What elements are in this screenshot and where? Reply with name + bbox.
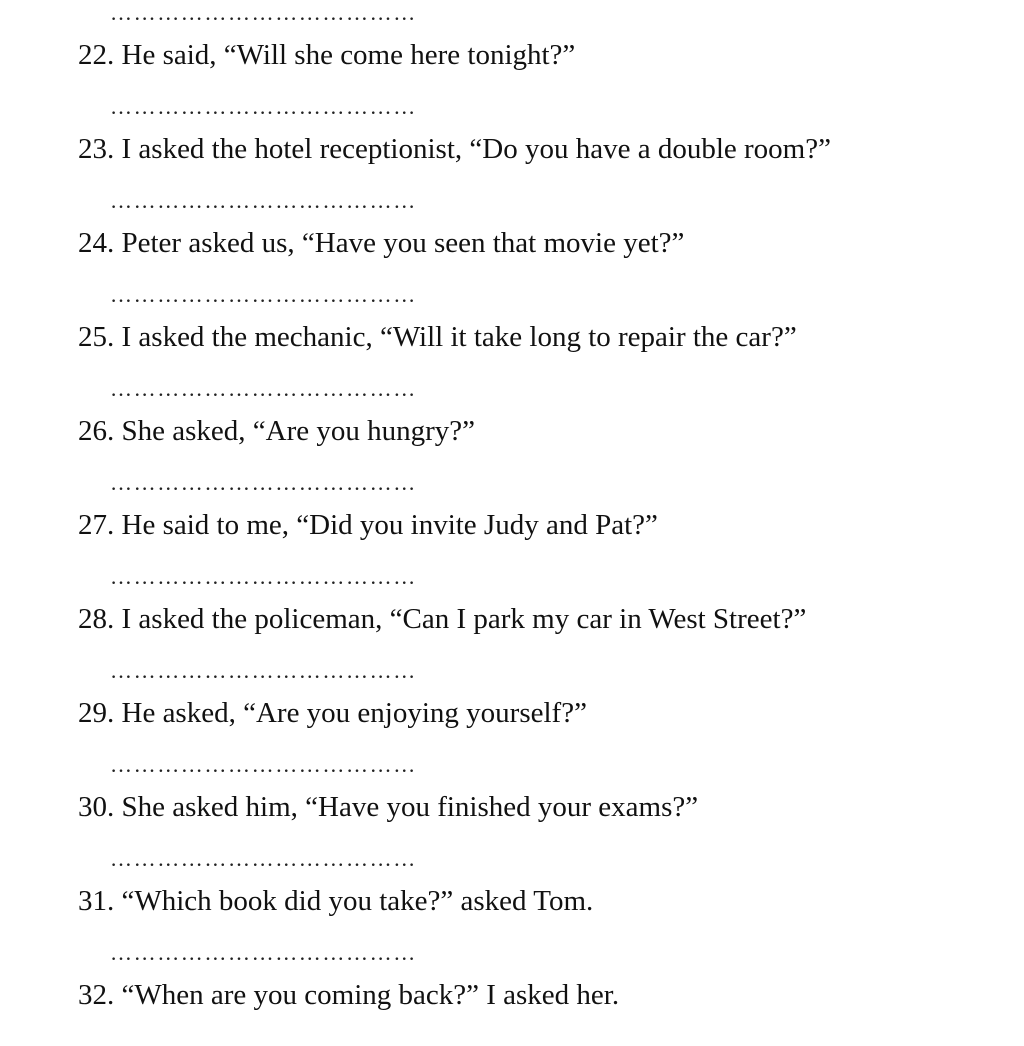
answer-line: ………………………………… <box>110 376 417 401</box>
answer-line: ………………………………… <box>110 188 417 213</box>
question-29 <box>78 696 587 730</box>
answer-line: ………………………………… <box>110 846 417 871</box>
question-number: 28. <box>78 603 115 635</box>
question-23 <box>78 132 831 166</box>
answer-line: ………………………………… <box>110 94 417 119</box>
question-30 <box>78 790 698 824</box>
question-27 <box>78 508 658 542</box>
question-number: 31. <box>78 885 115 917</box>
question-number: 22. <box>78 39 115 71</box>
question-28 <box>78 602 806 636</box>
question-26 <box>78 414 475 448</box>
question-number: 27. <box>78 509 115 541</box>
answer-line: ………………………………… <box>110 940 417 965</box>
question-number: 30. <box>78 791 115 823</box>
question-22 <box>78 38 575 72</box>
answer-line: ………………………………… <box>110 752 417 777</box>
question-text: I asked the policeman, “Can I park my car in West Street?” <box>121 603 807 635</box>
answer-line: ………………………………… <box>110 658 417 683</box>
question-text: He said, “Will she come here tonight?” <box>121 39 576 71</box>
question-32 <box>78 978 619 1012</box>
question-text: He asked, “Are you enjoying yourself?” <box>121 697 587 729</box>
answer-line: ………………………………… <box>110 564 417 589</box>
question-number: 25. <box>78 321 115 353</box>
question-text: I asked the hotel receptionist, “Do you have a double room?” <box>121 133 831 165</box>
question-number: 24. <box>78 227 115 259</box>
question-text: She asked, “Are you hungry?” <box>121 415 476 447</box>
answer-line: ………………………………… <box>110 282 417 307</box>
question-text: “Which book did you take?” asked Tom. <box>121 885 594 917</box>
question-text: Peter asked us, “Have you seen that movie yet?” <box>121 227 685 259</box>
question-31 <box>78 884 593 918</box>
question-text: “When are you coming back?” I asked her. <box>121 979 620 1011</box>
question-25 <box>78 320 797 354</box>
question-text: I asked the mechanic, “Will it take long to repair the car?” <box>121 321 797 353</box>
answer-line: ………………………………… <box>110 470 417 495</box>
question-number: 32. <box>78 979 115 1011</box>
answer-line: ………………………………… <box>110 0 417 25</box>
question-number: 23. <box>78 133 115 165</box>
question-number: 26. <box>78 415 115 447</box>
question-24 <box>78 226 684 260</box>
question-text: She asked him, “Have you finished your exams?” <box>121 791 699 823</box>
question-number: 29. <box>78 697 115 729</box>
question-text: He said to me, “Did you invite Judy and Pat?” <box>121 509 658 541</box>
